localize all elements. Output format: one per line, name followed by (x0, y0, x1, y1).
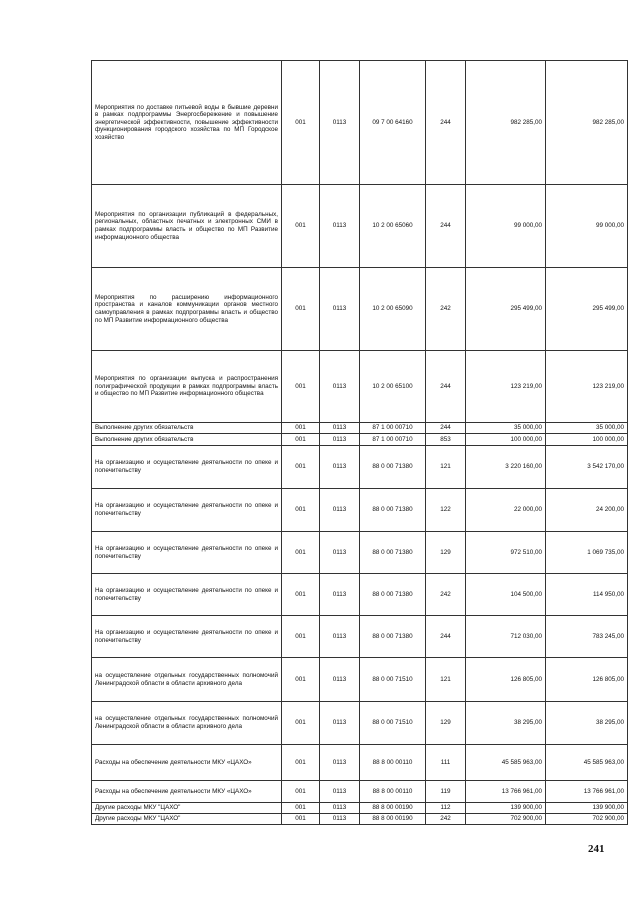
row-amount-1: 38 295,00 (466, 702, 546, 745)
table-row (92, 574, 628, 616)
row-amount-1: 35 000,00 (466, 423, 546, 434)
row-expense-type: 121 (426, 658, 466, 702)
row-section: 0113 (320, 351, 360, 423)
row-target-article: 88 8 00 00190 (360, 803, 426, 814)
row-amount-2: 114 950,00 (546, 574, 628, 616)
row-amount-1: 104 500,00 (466, 574, 546, 616)
row-target-article: 09 7 00 64160 (360, 61, 426, 185)
row-section: 0113 (320, 803, 360, 814)
row-section: 0113 (320, 423, 360, 434)
row-ved: 001 (282, 803, 320, 814)
row-expense-type: 129 (426, 532, 466, 574)
row-amount-2: 3 542 170,00 (546, 446, 628, 489)
row-amount-2: 24 200,00 (546, 489, 628, 532)
row-section: 0113 (320, 616, 360, 658)
row-expense-type: 112 (426, 803, 466, 814)
table-row (92, 702, 628, 745)
table-row (92, 268, 628, 351)
row-expense-type: 111 (426, 745, 466, 781)
row-ved: 001 (282, 658, 320, 702)
row-description: на осуществление отдельных государственных полномочий Ленинградской области в области архивного дела (92, 702, 282, 745)
row-target-article: 88 0 00 71380 (360, 532, 426, 574)
row-section: 0113 (320, 658, 360, 702)
row-amount-1: 972 510,00 (466, 532, 546, 574)
table-row (92, 489, 628, 532)
table-row (92, 658, 628, 702)
row-expense-type: 129 (426, 702, 466, 745)
row-expense-type: 242 (426, 268, 466, 351)
row-expense-type: 242 (426, 574, 466, 616)
row-description: На организацию и осуществление деятельности по опеке и попечительству (92, 532, 282, 574)
row-amount-2: 35 000,00 (546, 423, 628, 434)
row-target-article: 10 2 00 65060 (360, 185, 426, 268)
row-section: 0113 (320, 61, 360, 185)
table-row (92, 185, 628, 268)
row-amount-2: 783 245,00 (546, 616, 628, 658)
row-expense-type: 244 (426, 351, 466, 423)
row-amount-1: 139 900,00 (466, 803, 546, 814)
row-section: 0113 (320, 185, 360, 268)
row-amount-1: 712 030,00 (466, 616, 546, 658)
row-target-article: 88 8 00 00110 (360, 781, 426, 803)
budget-table (91, 60, 628, 825)
row-amount-1: 45 585 963,00 (466, 745, 546, 781)
row-description: Мероприятия по организации выпуска и распространения полиграфической продукции в рамках подпрограммы власть и общество по МП Развитие информационного общества (92, 351, 282, 423)
row-target-article: 88 0 00 71380 (360, 616, 426, 658)
row-ved: 001 (282, 745, 320, 781)
row-expense-type: 853 (426, 434, 466, 446)
page-number: 241 (588, 843, 605, 855)
row-amount-2: 139 900,00 (546, 803, 628, 814)
row-expense-type: 122 (426, 489, 466, 532)
row-description: На организацию и осуществление деятельности по опеке и попечительству (92, 489, 282, 532)
table-row (92, 434, 628, 446)
row-amount-1: 13 766 961,00 (466, 781, 546, 803)
row-description: Другие расходы МКУ "ЦАХО" (92, 803, 282, 814)
row-description: Выполнение других обязательств (92, 434, 282, 446)
table-row (92, 351, 628, 423)
row-section: 0113 (320, 446, 360, 489)
row-ved: 001 (282, 702, 320, 745)
row-expense-type: 244 (426, 423, 466, 434)
row-description: На организацию и осуществление деятельности по опеке и попечительству (92, 574, 282, 616)
row-expense-type: 244 (426, 185, 466, 268)
row-expense-type: 119 (426, 781, 466, 803)
row-section: 0113 (320, 434, 360, 446)
row-target-article: 88 8 00 00190 (360, 814, 426, 825)
row-target-article: 87 1 00 00710 (360, 434, 426, 446)
row-ved: 001 (282, 446, 320, 489)
row-amount-1: 982 285,00 (466, 61, 546, 185)
row-description: На организацию и осуществление деятельности по опеке и попечительству (92, 616, 282, 658)
row-amount-2: 45 585 963,00 (546, 745, 628, 781)
row-ved: 001 (282, 351, 320, 423)
row-description: Расходы на обеспечение деятельности МКУ «ЦАХО» (92, 781, 282, 803)
row-expense-type: 244 (426, 616, 466, 658)
row-amount-2: 38 295,00 (546, 702, 628, 745)
row-section: 0113 (320, 574, 360, 616)
table-row (92, 446, 628, 489)
row-section: 0113 (320, 745, 360, 781)
row-amount-2: 13 766 961,00 (546, 781, 628, 803)
row-amount-2: 126 805,00 (546, 658, 628, 702)
row-section: 0113 (320, 814, 360, 825)
row-section: 0113 (320, 489, 360, 532)
table-row (92, 745, 628, 781)
table-row (92, 532, 628, 574)
row-ved: 001 (282, 814, 320, 825)
row-ved: 001 (282, 61, 320, 185)
row-amount-1: 3 220 160,00 (466, 446, 546, 489)
row-target-article: 88 0 00 71380 (360, 446, 426, 489)
row-target-article: 10 2 00 65100 (360, 351, 426, 423)
row-amount-2: 982 285,00 (546, 61, 628, 185)
row-section: 0113 (320, 702, 360, 745)
table-row (92, 423, 628, 434)
row-description: Другие расходы МКУ "ЦАХО" (92, 814, 282, 825)
row-target-article: 88 0 00 71380 (360, 574, 426, 616)
row-amount-2: 100 000,00 (546, 434, 628, 446)
row-target-article: 87 1 00 00710 (360, 423, 426, 434)
row-ved: 001 (282, 268, 320, 351)
row-ved: 001 (282, 434, 320, 446)
row-amount-2: 295 499,00 (546, 268, 628, 351)
row-ved: 001 (282, 781, 320, 803)
row-description: Мероприятия по расширению информационного пространства и каналов коммуникации органов местного самоуправления в рамках подпрограммы власть и общество по МП Развитие информационного общества (92, 268, 282, 351)
table-row (92, 781, 628, 803)
row-description: Расходы на обеспечение деятельности МКУ «ЦАХО» (92, 745, 282, 781)
table-row (92, 803, 628, 814)
row-target-article: 88 0 00 71380 (360, 489, 426, 532)
row-description: На организацию и осуществление деятельности по опеке и попечительству (92, 446, 282, 489)
row-target-article: 10 2 00 65090 (360, 268, 426, 351)
budget-table-body (92, 61, 628, 825)
row-expense-type: 242 (426, 814, 466, 825)
row-amount-2: 702 900,00 (546, 814, 628, 825)
row-amount-1: 99 000,00 (466, 185, 546, 268)
row-amount-1: 123 219,00 (466, 351, 546, 423)
row-amount-1: 295 499,00 (466, 268, 546, 351)
table-row (92, 61, 628, 185)
row-amount-2: 123 219,00 (546, 351, 628, 423)
table-row (92, 814, 628, 825)
row-expense-type: 244 (426, 61, 466, 185)
row-ved: 001 (282, 185, 320, 268)
table-row (92, 616, 628, 658)
row-ved: 001 (282, 616, 320, 658)
row-amount-1: 702 900,00 (466, 814, 546, 825)
row-ved: 001 (282, 574, 320, 616)
row-amount-2: 1 069 735,00 (546, 532, 628, 574)
row-description: Выполнение других обязательств (92, 423, 282, 434)
row-amount-1: 22 000,00 (466, 489, 546, 532)
row-amount-2: 99 000,00 (546, 185, 628, 268)
row-ved: 001 (282, 532, 320, 574)
row-description: на осуществление отдельных государственных полномочий Ленинградской области в области архивного дела (92, 658, 282, 702)
row-target-article: 88 0 00 71510 (360, 658, 426, 702)
row-section: 0113 (320, 781, 360, 803)
row-ved: 001 (282, 489, 320, 532)
row-description: Мероприятия по организации публикаций в федеральных, региональных, областных печатных и электронных СМИ в рамках подпрограммы власть и общество по МП Развитие информационного общества (92, 185, 282, 268)
row-amount-1: 126 805,00 (466, 658, 546, 702)
row-section: 0113 (320, 532, 360, 574)
row-ved: 001 (282, 423, 320, 434)
row-section: 0113 (320, 268, 360, 351)
row-target-article: 88 0 00 71510 (360, 702, 426, 745)
row-expense-type: 121 (426, 446, 466, 489)
row-amount-1: 100 000,00 (466, 434, 546, 446)
row-target-article: 88 8 00 00110 (360, 745, 426, 781)
row-description: Мероприятия по доставке питьевой воды в бывшие деревни в рамках подпрограммы Энергосбережение и повышение энергетической эффективности, повышение эффективности функционирования городского хозяйства по МП Городское хозяйство (92, 61, 282, 185)
